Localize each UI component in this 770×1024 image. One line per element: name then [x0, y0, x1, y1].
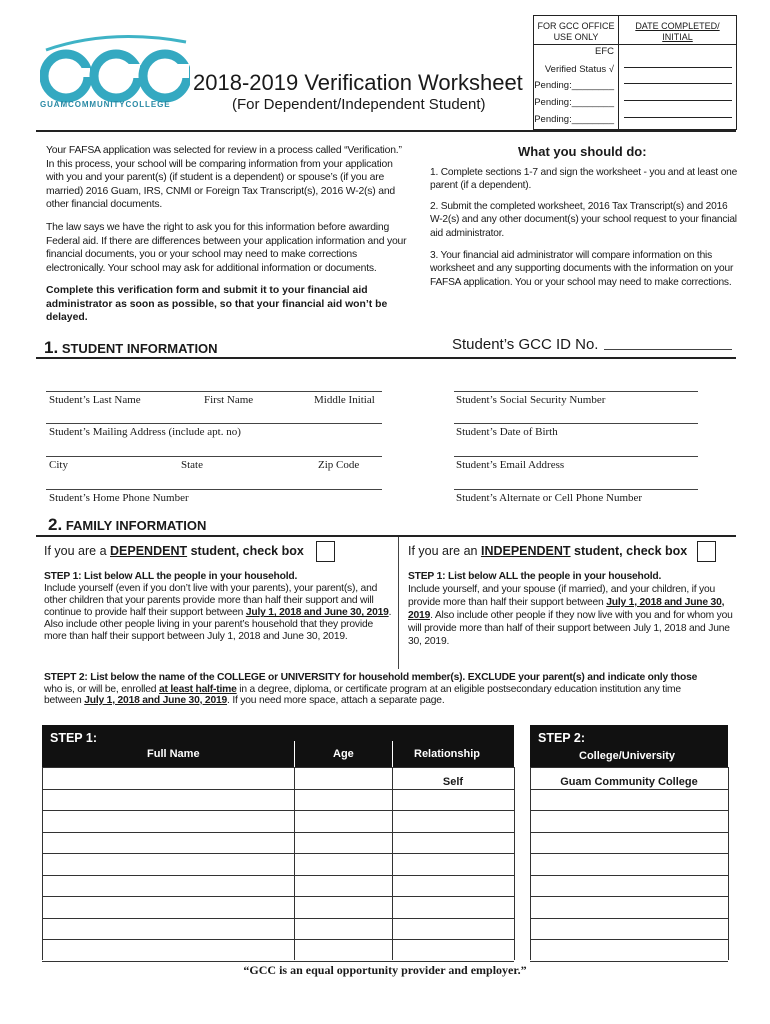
table-row-line — [530, 789, 728, 790]
ssn-field[interactable] — [454, 391, 698, 392]
ssn-label: Student’s Social Security Number — [456, 394, 606, 406]
first-row-college: Guam Community College — [560, 776, 698, 788]
gcc-id-label: Student’s GCC ID No. — [452, 336, 599, 353]
intro-paragraph-2: The law says we have the right to ask you for this information before awarding Federal aid. If there are differences between your application information and your financial documents, you or your school may need to make corrections electronically. Your school may ask for additional information or documents. — [46, 222, 407, 274]
what-to-do-item-1: 1. Complete sections 1-7 and sign the worksheet - you and at least one parent (if a dependent). — [430, 167, 738, 192]
table-row-line — [42, 767, 514, 768]
table-row-line — [530, 810, 728, 811]
footer-statement: “GCC is an equal opportunity provider and employer.” — [243, 963, 527, 977]
col-relationship: Relationship — [414, 748, 481, 760]
col-college: College/University — [579, 750, 675, 762]
alt-phone-field[interactable] — [454, 489, 698, 490]
last-name-label: Student’s Last Name — [49, 394, 141, 406]
city-label: City — [49, 459, 68, 471]
first-name-label: First Name — [204, 394, 254, 406]
office-date-field[interactable] — [624, 108, 732, 118]
home-phone-field[interactable] — [46, 489, 382, 490]
section-2-rule — [36, 535, 736, 537]
office-use-box — [533, 15, 737, 130]
office-row-efc: EFC — [595, 46, 614, 57]
dob-field[interactable] — [454, 423, 698, 424]
col-age: Age — [333, 748, 354, 760]
gcc-id-field[interactable] — [604, 349, 732, 350]
dob-label: Student’s Date of Birth — [456, 426, 558, 438]
step-2-instructions: STEPT 2: List below the name of the COLLEGE or UNIVERSITY for household member(s). EXCLUDE your parent(s) and indicate only those who is, or will be, enrolled at least half-time in a degree, diploma, or certificate program at an eligible postsecondary education institution any time between July 1, 2018 and June 30, 2019. If you need more space, attach a separate page. — [44, 672, 698, 706]
table-row-line — [530, 918, 728, 919]
table-row-line — [42, 896, 514, 897]
independent-checkbox-label: If you are an INDEPENDENT student, check box — [408, 544, 688, 558]
intro-paragraph-3: Complete this verification form and submit it to your financial aid administrator as soon as possible, so that your financial aid won’t be delayed. — [46, 285, 388, 324]
office-date-field[interactable] — [624, 91, 732, 101]
section-2-heading: 2. FAMILY INFORMATION — [48, 515, 207, 534]
independent-checkbox[interactable] — [697, 541, 716, 562]
table-row-line — [42, 853, 514, 854]
section-1-rule — [36, 357, 736, 359]
table-row-line — [530, 939, 728, 940]
alt-phone-label: Student’s Alternate or Cell Phone Number — [456, 492, 643, 504]
intro-paragraph-1: Your FAFSA application was selected for review in a process called “Verification.” In this process, your school will be comparing information from your application with you and your parent(s) (if student is a dependent) or spouse’s (if you are married) 2016 Guam, IRS, CNMI or Foreign Tax Transcript(s), 2016 W-2(s) and other financial documents. — [46, 145, 402, 211]
page-subtitle: (For Dependent/Independent Student) — [232, 96, 486, 113]
section-2-divider — [398, 537, 399, 669]
office-row-pending: Pending:________ — [534, 80, 614, 91]
middle-initial-label: Middle Initial — [314, 394, 375, 406]
table-row-line — [530, 832, 728, 833]
table-row-line — [42, 961, 514, 962]
office-date-field[interactable] — [624, 58, 732, 68]
state-label: State — [181, 459, 203, 471]
office-row-pending: Pending:________ — [534, 114, 614, 125]
what-to-do-heading: What you should do: — [518, 144, 647, 159]
date-completed-header: DATE COMPLETED/ INITIAL — [618, 16, 736, 44]
email-field[interactable] — [454, 456, 698, 457]
independent-step-1: STEP 1: List below ALL the people in your household. Include yourself, and your spouse (if married), and your children, if you provide more than half their support between July 1, 2018 and June 30, 2019. Also include other people if they now live with you and for whom you will provide more than half of their support between July 1, 2018 and June 30, 2019. — [408, 571, 733, 647]
table-row-line — [42, 875, 514, 876]
office-date-field[interactable] — [624, 74, 732, 84]
dependent-checkbox[interactable] — [316, 541, 335, 562]
email-label: Student’s Email Address — [456, 459, 565, 471]
office-row-verified: Verified Status √ — [544, 64, 614, 75]
mailing-address-field[interactable] — [46, 423, 382, 424]
table-header-step-1 — [42, 725, 514, 767]
table-row-line — [530, 896, 728, 897]
what-to-do-item-3: 3. Your financial aid administrator will compare information on this worksheet and any supporting documents with the information on your FAFSA application. You or your school may need to make corrections. — [430, 250, 734, 288]
last-name-field[interactable] — [46, 391, 382, 392]
home-phone-label: Student’s Home Phone Number — [49, 492, 189, 504]
table-row-line — [42, 810, 514, 811]
logo-subtext: GUAMCOMMUNITYCOLLEGE — [40, 100, 171, 109]
table-row-line — [530, 767, 728, 768]
table-row-line — [42, 789, 514, 790]
table-row-line — [530, 875, 728, 876]
first-row-relationship: Self — [442, 776, 464, 788]
table-row-line — [42, 918, 514, 919]
what-to-do-item-2: 2. Submit the completed worksheet, 2016 Tax Transcript(s) and 2016 W-2(s) and any other document(s) your school request to your financial aid administrator. — [430, 201, 737, 239]
dependent-checkbox-label: If you are a DEPENDENT student, check box — [44, 544, 304, 558]
step-2-label: STEP 2: — [538, 731, 586, 745]
table-row-line — [530, 961, 728, 962]
header-divider — [36, 130, 736, 132]
dependent-step-1: STEP 1: List below ALL the people in your household. Include yourself (even if you don’t live with your parents), your parent(s), and other children that your parents provide more than half their support and will continue to provide half their support between July 1, 2018 and June 30, 2019. Also include other people living in your parent’s household that they provide more than half their support between July 1, 2018 and June 30, 2019. — [44, 571, 392, 643]
page-title: 2018-2019 Verification Worksheet — [193, 70, 523, 95]
table-row-line — [530, 853, 728, 854]
table-row-line — [42, 832, 514, 833]
gcc-logo — [40, 34, 190, 114]
mailing-address-label: Student’s Mailing Address (include apt. no) — [49, 426, 241, 438]
col-full-name: Full Name — [147, 748, 200, 760]
zip-label: Zip Code — [318, 459, 360, 471]
city-state-zip-field[interactable] — [46, 456, 382, 457]
step-1-label: STEP 1: — [50, 731, 98, 745]
office-row-pending: Pending:________ — [534, 97, 614, 108]
table-row-line — [42, 939, 514, 940]
section-1-heading: 1. STUDENT INFORMATION — [44, 338, 218, 357]
office-use-header: FOR GCC OFFICE USE ONLY — [537, 21, 615, 42]
